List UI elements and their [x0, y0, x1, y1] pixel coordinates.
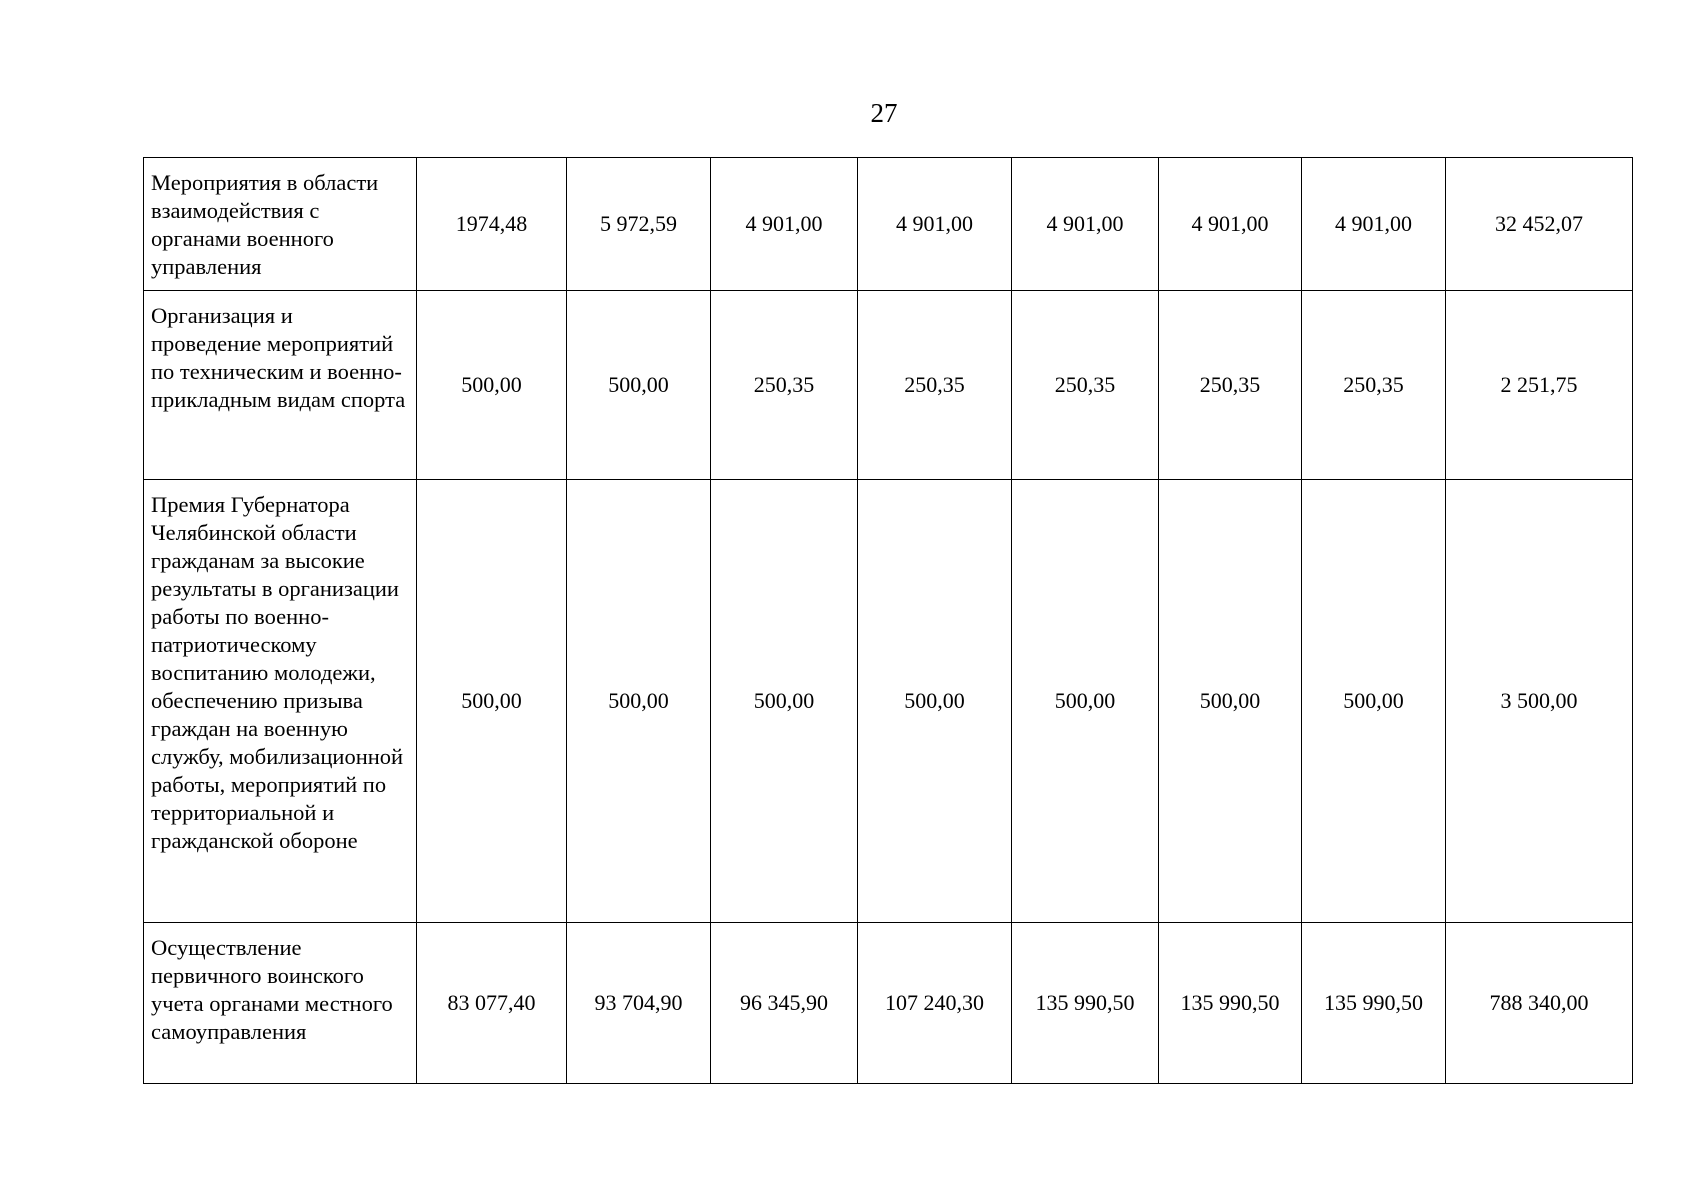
row-name-cell: Мероприятия в области взаимодействия с органами военного управления [144, 158, 417, 291]
value-cell: 500,00 [567, 291, 711, 480]
table-row [144, 158, 1633, 291]
value-cell: 83 077,40 [417, 923, 567, 1084]
value-cell: 250,35 [1012, 291, 1159, 480]
value-cell: 4 901,00 [711, 158, 858, 291]
total-cell: 3 500,00 [1446, 480, 1633, 923]
value-cell: 500,00 [1159, 480, 1302, 923]
value-cell: 500,00 [858, 480, 1012, 923]
page-number: 27 [870, 98, 898, 128]
value-cell: 500,00 [1012, 480, 1159, 923]
row-name-cell: Премия Губернатора Челябинской области гражданам за высокие результаты в организации работы по военно-патриотическому воспитанию молодежи, обеспечению призыва граждан на военную службу, мобилизационной работы, мероприятий по территориальной и гражданской обороне [144, 480, 417, 923]
row-name-cell: Осуществление первичного воинского учета органами местного самоуправления [144, 923, 417, 1084]
value-cell: 500,00 [417, 291, 567, 480]
value-cell: 135 990,50 [1159, 923, 1302, 1084]
value-cell: 250,35 [1302, 291, 1446, 480]
total-cell: 788 340,00 [1446, 923, 1633, 1084]
value-cell: 4 901,00 [1012, 158, 1159, 291]
value-cell: 500,00 [417, 480, 567, 923]
budget-table [143, 157, 1633, 1084]
value-cell: 250,35 [858, 291, 1012, 480]
table-row [144, 923, 1633, 1084]
value-cell: 4 901,00 [858, 158, 1012, 291]
total-cell: 2 251,75 [1446, 291, 1633, 480]
value-cell: 4 901,00 [1159, 158, 1302, 291]
value-cell: 500,00 [567, 480, 711, 923]
value-cell: 500,00 [1302, 480, 1446, 923]
value-cell: 96 345,90 [711, 923, 858, 1084]
value-cell: 500,00 [711, 480, 858, 923]
table-row [144, 480, 1633, 923]
value-cell: 250,35 [1159, 291, 1302, 480]
value-cell: 135 990,50 [1012, 923, 1159, 1084]
value-cell: 250,35 [711, 291, 858, 480]
value-cell: 4 901,00 [1302, 158, 1446, 291]
table-row [144, 291, 1633, 480]
value-cell: 1974,48 [417, 158, 567, 291]
value-cell: 5 972,59 [567, 158, 711, 291]
value-cell: 135 990,50 [1302, 923, 1446, 1084]
row-name-cell: Организация и проведение мероприятий по техническим и военно-прикладным видам спорта [144, 291, 417, 480]
total-cell: 32 452,07 [1446, 158, 1633, 291]
value-cell: 93 704,90 [567, 923, 711, 1084]
value-cell: 107 240,30 [858, 923, 1012, 1084]
